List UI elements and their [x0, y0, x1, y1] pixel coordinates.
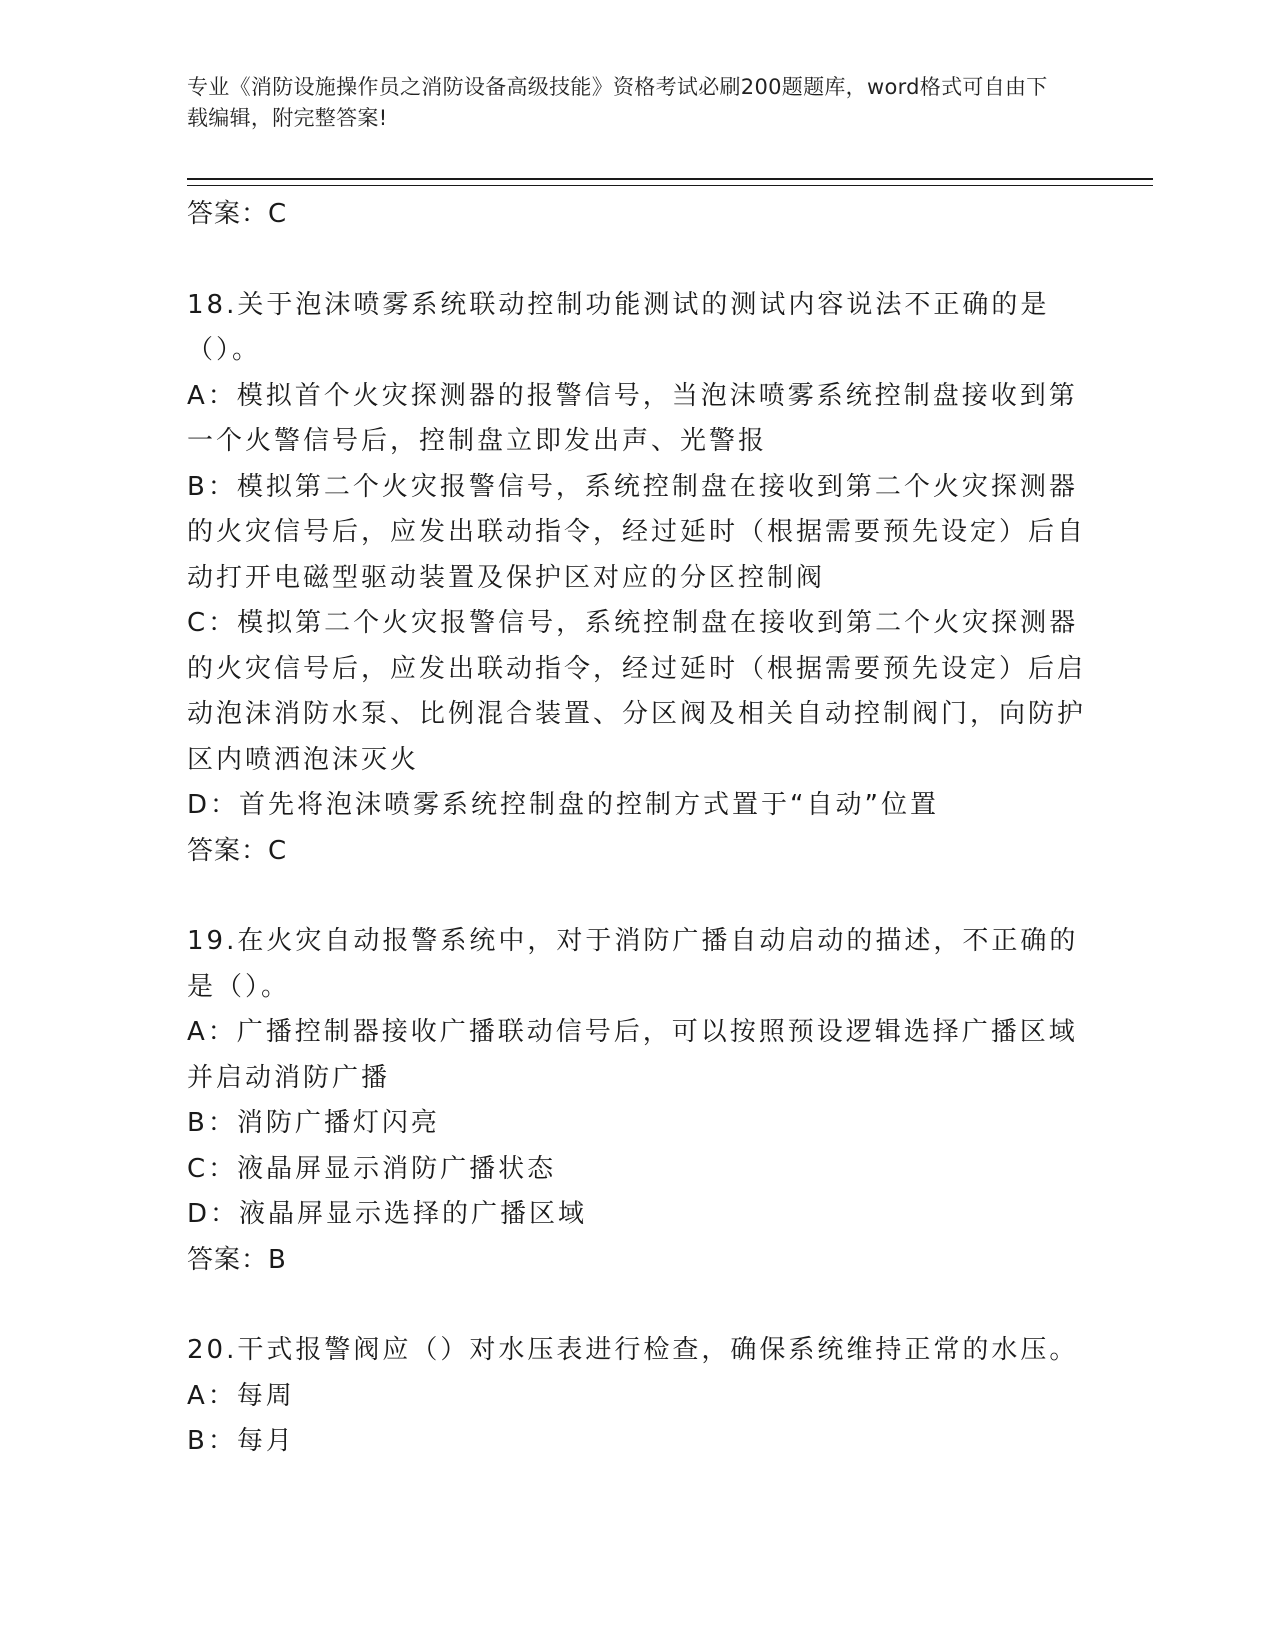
question-19	[187, 919, 1087, 1283]
option-c: C：液晶屏显示消防广播状态	[187, 1153, 557, 1184]
option-b: B：模拟第二个火灾报警信号，系统控制盘在接收到第二个火灾探测器的火灾信号后，应发出联动指令，经过延时（根据需要预先设定）后自动打开电磁型驱动装置及保护区对应的分区控制阀	[187, 471, 1087, 593]
question-20	[187, 1328, 1087, 1465]
page-header: 专业《消防设施操作员之消防设备高级技能》资格考试必刷200题题库，word格式可自由下载编辑，附完整答案!	[187, 75, 1048, 130]
option-d: D：液晶屏显示选择的广播区域	[187, 1199, 588, 1229]
option-b: B：消防广播灯闪亮	[187, 1108, 440, 1138]
answer-line: 答案：C	[187, 835, 288, 866]
option-a: A：每周	[187, 1380, 295, 1411]
document-body	[187, 188, 1087, 1465]
question-stem: 18.关于泡沫喷雾系统联动控制功能测试的测试内容说法不正确的是（）。	[187, 289, 1050, 365]
option-b: B：每月	[187, 1426, 295, 1456]
answer-line: 答案：C	[187, 199, 288, 229]
answer-line: 答案：B	[187, 1244, 287, 1275]
question-stem: 20.干式报警阀应（）对水压表进行检查，确保系统维持正常的水压。	[187, 1335, 1079, 1365]
question-stem: 19.在火灾自动报警系统中，对于消防广播自动启动的描述，不正确的是（）。	[187, 926, 1079, 1002]
option-a: A：广播控制器接收广播联动信号后，可以按照预设逻辑选择广播区域并启动消防广播	[187, 1017, 1078, 1093]
option-a: A：模拟首个火灾探测器的报警信号，当泡沫喷雾系统控制盘接收到第一个火警信号后，控制盘立即发出声、光警报	[187, 380, 1078, 456]
header-divider	[187, 178, 1153, 186]
option-c: C：模拟第二个火灾报警信号，系统控制盘在接收到第二个火灾探测器的火灾信号后，应发出联动指令，经过延时（根据需要预先设定）后启动泡沫消防水泵、比例混合装置、分区阀及相关自动控制阀门，向防护区内喷洒泡沫灭火	[187, 608, 1087, 775]
question-18	[187, 283, 1087, 875]
option-d: D：首先将泡沫喷雾系统控制盘的控制方式置于“自动”位置	[187, 790, 939, 820]
